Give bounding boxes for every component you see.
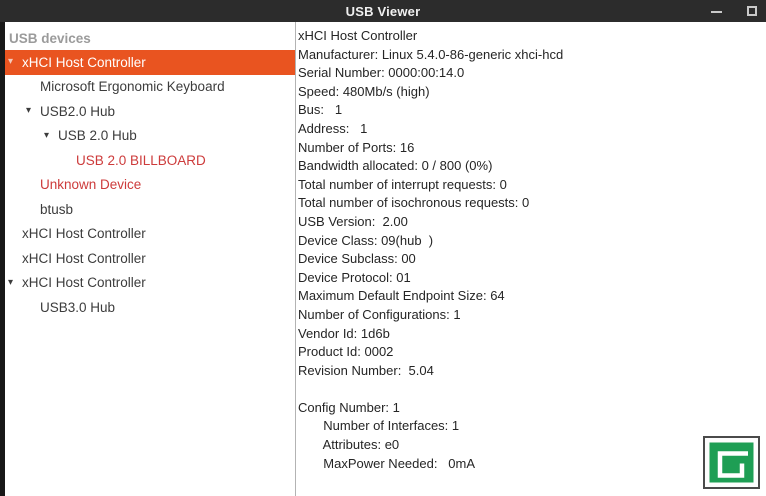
tree-item-xhci-host-controller[interactable] — [5, 246, 295, 271]
tree-item-xhci-host-controller[interactable] — [5, 50, 295, 75]
tree-item-usb-2-0-hub[interactable] — [5, 124, 295, 149]
detail-line: Attributes: e0 — [298, 437, 400, 453]
detail-line: Serial Number: 0000:00:14.0 — [298, 65, 465, 81]
titlebar — [0, 0, 766, 22]
expander-triangle-icon[interactable]: ▾ — [26, 105, 32, 117]
detail-line: xHCI Host Controller — [298, 28, 418, 43]
greenshot-g-icon — [703, 436, 760, 489]
tree-item-label: USB3.0 Hub — [40, 299, 116, 315]
detail-line: Vendor Id: 1d6b — [298, 325, 390, 341]
detail-line: Address: 1 — [298, 120, 368, 136]
detail-line — [298, 380, 766, 399]
detail-line: MaxPower Needed: 0mA — [298, 455, 476, 471]
tree-item-usb2-0-hub[interactable] — [5, 99, 295, 124]
tree-item-label: USB 2.0 Hub — [58, 128, 137, 144]
detail-line: Speed: 480Mb/s (high) — [298, 83, 430, 99]
greenshot-watermark-logo — [703, 436, 760, 489]
detail-line: Manufacturer: Linux 5.4.0-86-generic xhci-hcd — [298, 46, 564, 62]
tree-item-btusb[interactable] — [5, 197, 295, 222]
tree-item-usb3-0-hub[interactable] — [5, 295, 295, 320]
tree-item-label: USB2.0 Hub — [40, 103, 116, 119]
window-title: USB Viewer — [345, 3, 421, 19]
detail-line: Number of Configurations: 1 — [298, 306, 461, 322]
tree-item-label: xHCI Host Controller — [22, 226, 146, 242]
detail-line: Device Subclass: 00 — [298, 251, 416, 267]
tree-item-microsoft-ergonomic-keyboard[interactable] — [5, 75, 295, 100]
detail-line: Device Class: 09(hub ) — [298, 232, 434, 248]
minimize-button[interactable] — [711, 11, 722, 13]
tree-item-xhci-host-controller[interactable] — [5, 222, 295, 247]
detail-line: USB Version: 2.00 — [298, 213, 408, 229]
expander-triangle-icon[interactable]: ▾ — [44, 129, 50, 141]
device-tree-panel[interactable] — [5, 22, 295, 496]
detail-line: Total number of isochronous requests: 0 — [298, 195, 530, 211]
tree-item-label: xHCI Host Controller — [22, 250, 146, 266]
tree-item-unknown-device[interactable] — [5, 173, 295, 198]
detail-line: Device Protocol: 01 — [298, 269, 411, 285]
main-content — [0, 22, 766, 496]
detail-line: Revision Number: 5.04 — [298, 362, 434, 378]
device-tree — [5, 50, 295, 320]
detail-line: Bandwidth allocated: 0 / 800 (0%) — [298, 158, 493, 174]
tree-item-label: xHCI Host Controller — [22, 275, 146, 291]
maximize-button[interactable] — [747, 6, 757, 16]
tree-item-label: btusb — [40, 201, 74, 217]
detail-line: Number of Ports: 16 — [298, 139, 415, 155]
expander-triangle-icon[interactable]: ▾ — [8, 56, 14, 68]
detail-line: Number of Interfaces: 1 — [298, 418, 460, 434]
tree-item-label: Unknown Device — [40, 177, 142, 193]
device-details-panel — [296, 22, 766, 496]
tree-item-label: Microsoft Ergonomic Keyboard — [40, 79, 225, 95]
detail-line: Maximum Default Endpoint Size: 64 — [298, 288, 505, 304]
tree-item-label: USB 2.0 BILLBOARD — [76, 152, 206, 168]
tree-item-usb-2-0-billboard[interactable] — [5, 148, 295, 173]
detail-line: Total number of interrupt requests: 0 — [298, 176, 507, 192]
device-tree-header: USB devices — [9, 30, 91, 46]
detail-line: Bus: 1 — [298, 102, 343, 118]
tree-item-label: xHCI Host Controller — [22, 54, 146, 70]
expander-triangle-icon[interactable]: ▾ — [8, 276, 14, 288]
tree-item-xhci-host-controller[interactable] — [5, 271, 295, 296]
detail-line: Config Number: 1 — [298, 399, 400, 415]
detail-line: Product Id: 0002 — [298, 344, 394, 360]
